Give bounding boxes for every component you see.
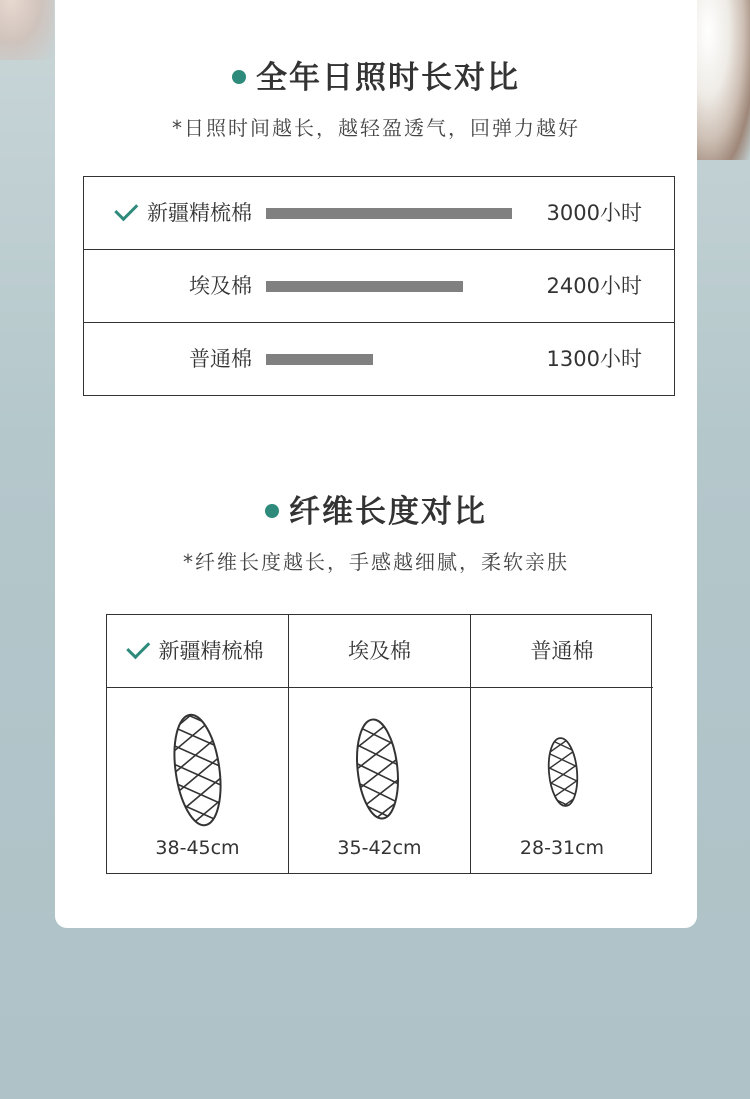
fiber-column [107,615,289,873]
hours-value: 1300小时 [546,347,642,371]
cotton-decoration-right [690,0,750,160]
fiber-section-title [55,486,697,531]
fiber-subtitle: *纤维长度越长，手感越细腻，柔软亲肤 [183,550,569,574]
column-header-text: 新疆精梳棉 [158,639,264,663]
row-label: 普通棉 [189,347,252,371]
fiber-length: 28-31cm [519,837,605,859]
dot-icon [232,70,246,84]
sunshine-section-title [55,52,697,97]
hours-value: 2400小时 [546,274,642,298]
row-label-text: 新疆精梳棉 [147,201,252,225]
column-header: 埃及棉 [289,615,470,688]
fiber-column [289,615,471,873]
fiber-icon [471,705,653,835]
sunshine-subtitle: *日照时间越长，越轻盈透气，回弹力越好 [172,116,580,140]
fiber-table [106,614,652,874]
hours-value: 3000小时 [546,201,642,225]
fiber-icon [107,705,288,835]
dot-icon [265,504,279,518]
sunshine-table [83,176,675,396]
table-row [84,250,674,323]
comparison-card [55,0,697,928]
fiber-length: 38-45cm [155,837,240,859]
row-label [120,177,252,250]
check-icon [126,635,150,659]
fiber-length: 35-42cm [337,837,422,859]
table-row [84,323,674,396]
hours-bar [266,281,463,292]
fiber-title-text: 纤维长度对比 [289,494,487,530]
sunshine-title-text: 全年日照时长对比 [256,60,520,96]
table-row [84,177,674,250]
row-label: 埃及棉 [189,274,252,298]
column-header: 普通棉 [471,615,653,688]
background-decoration-left [0,0,54,60]
column-header [107,615,288,688]
check-icon [114,197,138,221]
fiber-icon [289,705,470,835]
hours-bar [266,354,373,365]
hours-bar [266,208,512,219]
fiber-column [471,615,653,873]
